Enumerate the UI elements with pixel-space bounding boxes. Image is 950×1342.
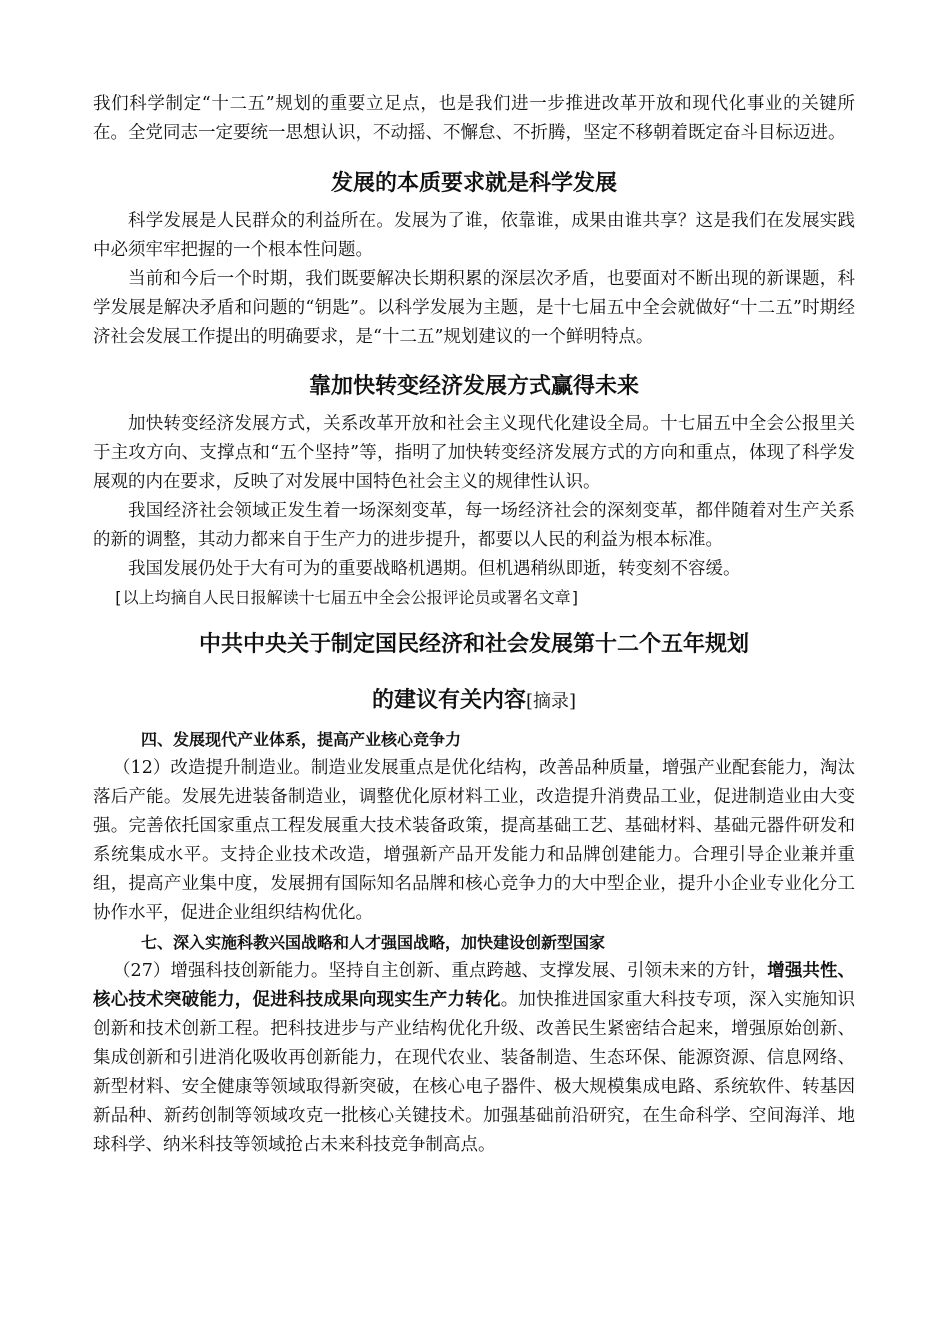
paragraph-innovation	[93, 957, 855, 1160]
document-page	[93, 90, 855, 1160]
subheading-innovation: 七、深入实施科教兴国战略和人才强国战略，加快建设创新型国家	[141, 933, 606, 952]
section2-paragraph-2: 我国经济社会领域正发生着一场深刻变革，每一场经济社会的深刻变革，都伴随着对生产关系的新的调整，其动力都来自于生产力的进步提升，都要以人民的利益为根本标准。	[93, 501, 855, 550]
section1-paragraph-1: 科学发展是人民群众的利益所在。发展为了谁，依靠谁，成果由谁共享？这是我们在发展实践中必须牢牢把握的一个根本性问题。	[93, 211, 855, 260]
section2-paragraph-1: 加快转变经济发展方式，关系改革开放和社会主义现代化建设全局。十七届五中全会公报里关于主攻方向、支撑点和“五个坚持”等，指明了加快转变经济发展方式的方向和重点，体现了科学发展观的内在要求，反映了对发展中国特色社会主义的规律性认识。	[93, 414, 855, 492]
document-title-line-2-text: 的建议有关内容	[371, 688, 526, 713]
paragraph-manufacturing: （12）改造提升制造业。制造业发展重点是优化结构，改善品种质量，增强产业配套能力，淘汰落后产能。发展先进装备制造业，调整优化原材料工业，改造提升消费品工业，促进制造业由大变强。完善依托国家重点工程发展重大技术装备政策，提高基础工艺、基础材料、基础元器件研发和系统集成水平。支持企业技术改造，增强新产品开发能力和品牌创建能力。合理引导企业兼并重组，提高产业集中度，发展拥有国际知名品牌和核心竞争力的大中型企业，提升小企业专业化分工协作水平，促进企业组织结构优化。	[93, 758, 855, 923]
excerpt-tag: [摘录]	[525, 691, 577, 712]
section-title-development-mode: 靠加快转变经济发展方式赢得未来	[308, 374, 639, 399]
section1-paragraph-2: 当前和今后一个时期，我们既要解决长期积累的深层次矛盾，也要面对不断出现的新课题，科学发展是解决矛盾和问题的“钥匙”。以科学发展为主题，是十七届五中全会就做好“十二五”时期经济社会发展工作提出的明确要求，是“十二五”规划建议的一个鲜明特点。	[93, 269, 855, 347]
section2-paragraph-3: 我国发展仍处于大有可为的重要战略机遇期。但机遇稍纵即逝，转变刻不容缓。	[128, 559, 741, 579]
section-title-scientific-development: 发展的本质要求就是科学发展	[330, 171, 617, 196]
document-title-line-2	[93, 686, 855, 717]
intro-paragraph: 我们科学制定“十二五”规划的重要立足点，也是我们进一步推进改革开放和现代化事业的关键所在。全党同志一定要统一思想认识，不动摇、不懈怠、不折腾，坚定不移朝着既定奋斗目标迈进。	[93, 94, 855, 143]
source-note: [以上均摘自人民日报解读十七届五中全会公报评论员或署名文章]	[113, 588, 581, 607]
paragraph-innovation-part-2: 。加快推进国家重大科技专项，深入实施知识创新和技术创新工程。把科技进步与产业结构优化升级、改善民生紧密结合起来，增强原始创新、集成创新和引进消化吸收再创新能力，在现代农业、装备制造、生态环保、能源资源、信息网络、新型材料、安全健康等领域取得新突破，在核心电子器件、极大规模集成电路、系统软件、转基因新品种、新药创制等领域攻克一批核心关键技术。加强基础前沿研究，在生命科学、空间海洋、地球科学、纳米科技等领域抢占未来科技竞争制高点。	[93, 990, 855, 1155]
paragraph-innovation-bold: 增强共性、核心技术突破能力，促进科技成果向现实生产力转化	[93, 961, 856, 1010]
paragraph-innovation-part-1: （27）增强科技创新能力。坚持自主创新、重点跨越、支撑发展、引领未来的方针，	[113, 961, 768, 981]
document-title-line-1: 中共中央关于制定国民经济和社会发展第十二个五年规划	[198, 632, 749, 657]
subheading-industry: 四、发展现代产业体系，提高产业核心竞争力	[141, 730, 462, 749]
